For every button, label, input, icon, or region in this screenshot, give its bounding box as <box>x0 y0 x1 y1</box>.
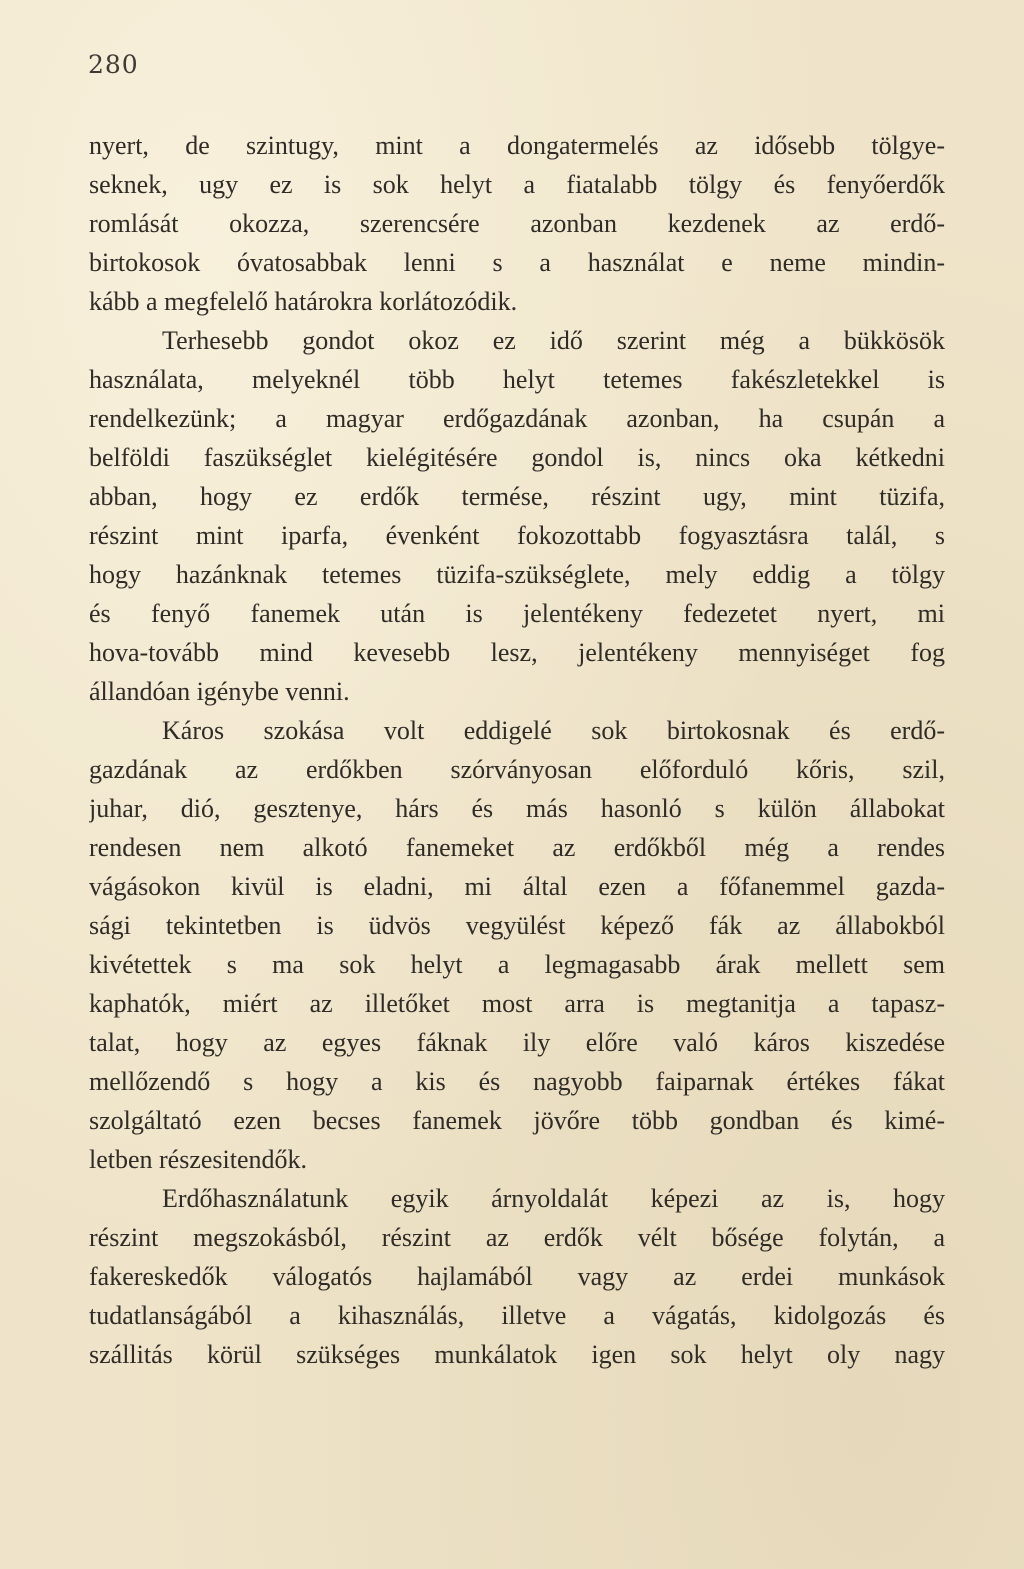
text-line: nyert, de szintugy, mint a dongatermelés az idősebb tölgye- <box>89 131 945 160</box>
text-line: talat, hogy az egyes fáknak ily előre való káros kiszedése <box>89 1028 945 1057</box>
text-line: szolgáltató ezen becses fanemek jövőre több gondban és kimé- <box>89 1106 945 1135</box>
text-line: állandóan igénybe venni. <box>89 677 350 706</box>
text-line: gazdának az erdőkben szórványosan előforduló kőris, szil, <box>89 755 945 784</box>
text-line: kivétettek s ma sok helyt a legmagasabb árak mellett sem <box>89 950 945 979</box>
body-text <box>89 126 945 1374</box>
text-line: mellőzendő s hogy a kis és nagyobb faiparnak értékes fákat <box>89 1067 945 1096</box>
text-line: kább a megfelelő határokra korlátozódik. <box>89 287 518 316</box>
text-line: tudatlanságából a kihasználás, illetve a vágatás, kidolgozás és <box>89 1301 945 1330</box>
text-line: sági tekintetben is üdvös vegyülést képező fák az állabokból <box>89 911 945 940</box>
text-line: használata, melyeknél több helyt tetemes fakészletekkel is <box>89 365 945 394</box>
text-line: belföldi faszükséglet kielégitésére gondol is, nincs oka kétkedni <box>89 443 945 472</box>
text-line: Káros szokása volt eddigelé sok birtokosnak és erdő- <box>162 716 945 745</box>
text-line: részint megszokásból, részint az erdők vélt bősége folytán, a <box>89 1223 945 1252</box>
text-line: rendelkezünk; a magyar erdőgazdának azonban, ha csupán a <box>89 404 945 433</box>
text-line: hova-tovább mind kevesebb lesz, jelentékeny mennyiséget fog <box>89 638 945 667</box>
text-line: birtokosok óvatosabbak lenni s a használat e neme mindin- <box>89 248 945 277</box>
text-line: abban, hogy ez erdők termése, részint ugy, mint tüzifa, <box>89 482 945 511</box>
text-line: romlását okozza, szerencsére azonban kezdenek az erdő- <box>89 209 945 238</box>
text-line: letben részesitendők. <box>89 1145 308 1174</box>
text-line: vágásokon kivül is eladni, mi által ezen a főfanemmel gazda- <box>89 872 945 901</box>
text-line: hogy hazánknak tetemes tüzifa-szükséglete, mely eddig a tölgy <box>89 560 945 589</box>
text-line: és fenyő fanemek után is jelentékeny fedezetet nyert, mi <box>89 599 945 628</box>
text-line: seknek, ugy ez is sok helyt a fiatalabb tölgy és fenyőerdők <box>89 170 945 199</box>
text-line: juhar, dió, gesztenye, hárs és más hasonló s külön állabokat <box>89 794 945 823</box>
text-line: Erdőhasználatunk egyik árnyoldalát képezi az is, hogy <box>162 1184 945 1213</box>
text-line: szállitás körül szükséges munkálatok igen sok helyt oly nagy <box>89 1340 945 1369</box>
text-line: fakereskedők válogatós hajlamából vagy az erdei munkások <box>89 1262 945 1291</box>
text-line: Terhesebb gondot okoz ez idő szerint még a bükkösök <box>162 326 945 355</box>
text-line: kaphatók, miért az illetőket most arra is megtanitja a tapasz- <box>89 989 945 1018</box>
text-line: rendesen nem alkotó fanemeket az erdőkből még a rendes <box>89 833 945 862</box>
page-number: 280 <box>88 50 139 79</box>
text-line: részint mint iparfa, évenként fokozottabb fogyasztásra talál, s <box>89 521 945 550</box>
